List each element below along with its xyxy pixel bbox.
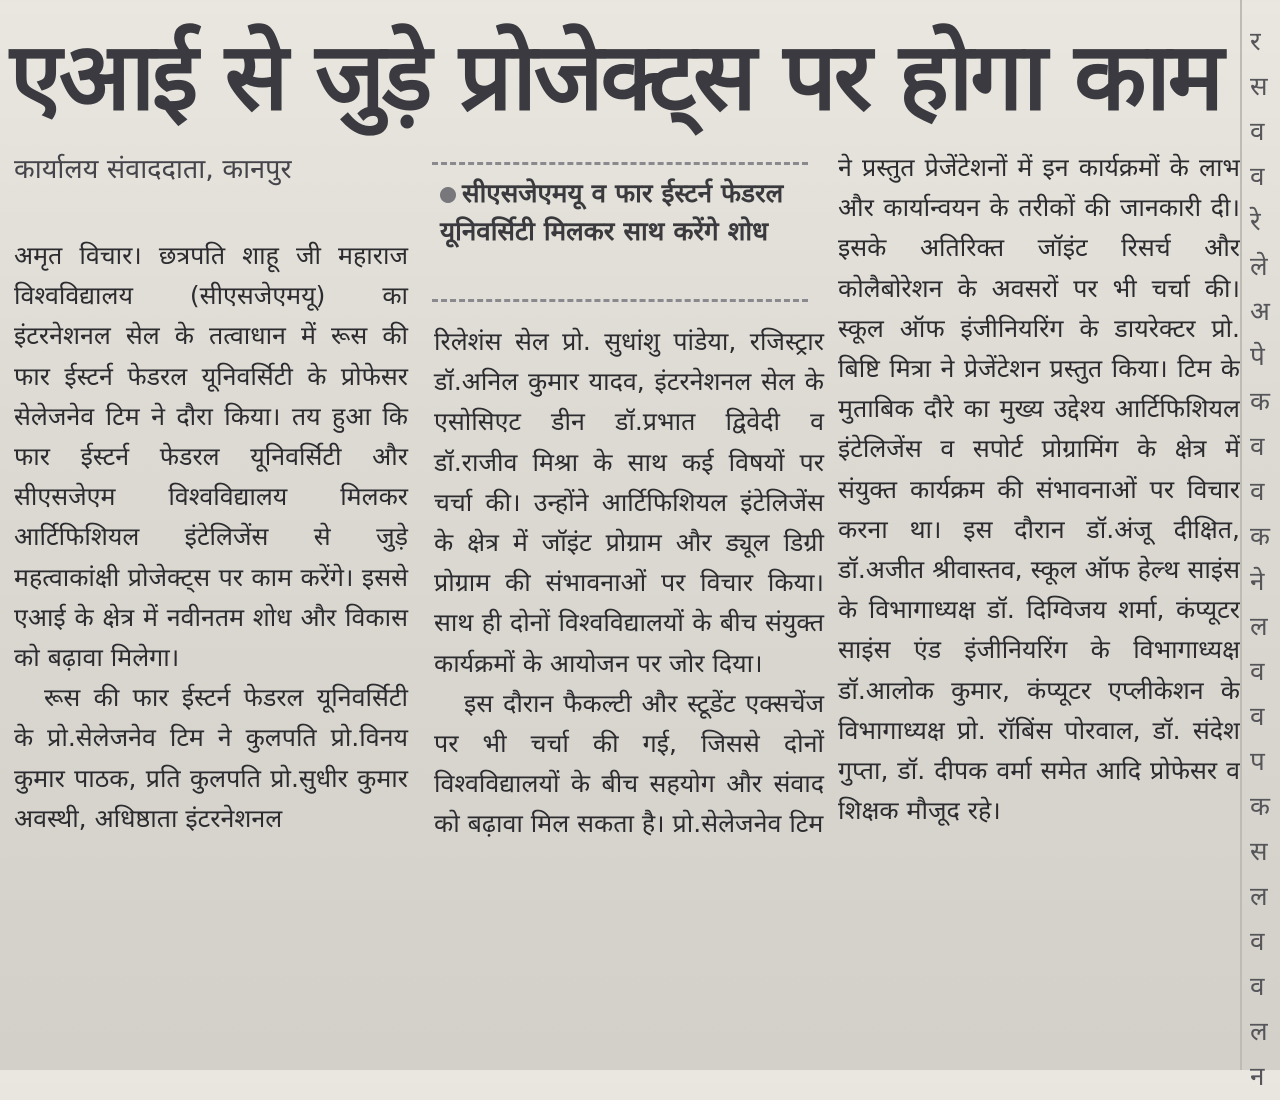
adjacent-article-edge: [1250, 20, 1280, 1092]
edge-char: व: [1250, 702, 1265, 732]
col2-paragraph-2: इस दौरान फैकल्टी और स्टूडेंट एक्सचेंज पर भी चर्चा की गई, जिससे दोनों विश्वविद्यालयों के बीच सहयोग और संवाद को बढ़ावा मिल सकता है। प्रो.सेलेजनेव टिम: [434, 688, 824, 839]
edge-char: व: [1250, 117, 1265, 147]
column-divider: [1240, 0, 1242, 1070]
edge-char: व: [1250, 657, 1265, 687]
article-column-2: [434, 322, 824, 845]
col3-paragraph-1: ने प्रस्तुत प्रेजेंटेशनों में इन कार्यक्रमों के लाभ और कार्यान्वयन के तरीकों की जानकारी दी। इसके अतिरिक्त जॉइंट रिसर्च और कोलैबोरेशन के अवसरों पर भी चर्चा की। स्कूल ऑफ इंजीनियरिंग के डायरेक्टर प्रो. बिष्टि मित्रा ने प्रेजेंटेशन प्रस्तुत किया। टिम के मुताबिक दौरे का मुख्य उद्देश्य आर्टिफिशियल इंटेलिजेंस व सपोर्ट प्रोग्रामिंग के क्षेत्र में संयुक्त कार्यक्रम की संभावनाओं पर विचार करना था। इस दौरान डॉ.अंजू दीक्षित, डॉ.अजीत श्रीवास्तव, स्कूल ऑफ हेल्थ साइंस के विभागाध्यक्ष डॉ. दिग्विजय शर्मा, कंप्यूटर साइंस एंड इंजीनियरिंग के विभागाध्यक्ष डॉ.आलोक कुमार, कंप्यूटर एप्लीकेशन के विभागाध्यक्ष प्रो. रॉबिंस पोरवाल, डॉ. संदेश गुप्ता, डॉ. दीपक वर्मा समेत आदि प्रोफेसर व शिक्षक मौजूद रहे।: [838, 153, 1240, 826]
edge-char: अ: [1250, 297, 1270, 327]
edge-char: ल: [1250, 882, 1268, 912]
edge-char: क: [1250, 387, 1270, 417]
edge-char: व: [1250, 477, 1265, 507]
edge-char: स: [1250, 72, 1268, 102]
edge-char: ल: [1250, 1017, 1268, 1047]
edge-char: न: [1250, 1062, 1265, 1092]
edge-char: र: [1250, 27, 1261, 57]
summary-text: सीएसजेएमयू व फार ईस्टर्न फेडरल यूनिवर्सिटी मिलकर साथ करेंगे शोध: [440, 179, 784, 247]
edge-char: स: [1250, 837, 1268, 867]
col1-paragraph-2: रूस की फार ईस्टर्न फेडरल यूनिवर्सिटी के प्रो.सेलेजनेव टिम ने कुलपति प्रो.विनय कुमार पाठक, प्रति कुलपति प्रो.सुधीर कुमार अवस्थी, अधिष्ठाता इंटरनेशनल: [14, 683, 408, 833]
article-column-1: [14, 236, 408, 839]
edge-char: ले: [1250, 252, 1268, 282]
col1-paragraph-1: अमृत विचार। छत्रपति शाहू जी महाराज विश्वविद्यालय (सीएसजेएमयू) का इंटरनेशनल सेल के तत्वाधान में रूस की फार ईस्टर्न फेडरल यूनिवर्सिटी के प्रोफेसर सेलेजनेव टिम ने दौरा किया। तय हुआ कि फार ईस्टर्न फेडरल यूनिवर्सिटी और सीएसजेएम विश्वविद्यालय मिलकर आर्टिफिशियल इंटेलिजेंस से जुड़े महत्वाकांक्षी प्रोजेक्ट्स पर काम करेंगे। इससे एआई के क्षेत्र में नवीनतम शोध और विकास को बढ़ावा मिलेगा।: [14, 241, 408, 673]
article-column-3: [838, 148, 1240, 831]
edge-char: ने: [1250, 567, 1265, 597]
bullet-icon: [440, 187, 456, 203]
edge-char: व: [1250, 972, 1265, 1002]
edge-char: क: [1250, 792, 1270, 822]
edge-char: ल: [1250, 612, 1268, 642]
byline: कार्यालय संवाददाता, कानपुर: [14, 154, 292, 185]
edge-char: क: [1250, 522, 1270, 552]
summary-box: [432, 162, 808, 302]
edge-char: व: [1250, 432, 1265, 462]
headline: एआई से जुड़े प्रोजेक्ट्स पर होगा काम: [10, 23, 1221, 132]
col2-paragraph-1: रिलेशंस सेल प्रो. सुधांशु पांडेया, रजिस्ट्रार डॉ.अनिल कुमार यादव, इंटरनेशनल सेल के एसोसिएट डीन डॉ.प्रभात द्विवेदी व डॉ.राजीव मिश्रा के साथ कई विषयों पर चर्चा की। उन्होंने आर्टिफिशियल इंटेलिजेंस के क्षेत्र में जॉइंट प्रोग्राम और ड्यूल डिग्री प्रोग्राम की संभावनाओं पर विचार किया। साथ ही दोनों विश्वविद्यालयों के बीच संयुक्त कार्यक्रमों के आयोजन पर जोर दिया।: [434, 327, 824, 678]
edge-char: व: [1250, 162, 1265, 192]
edge-char: व: [1250, 927, 1265, 957]
edge-char: पे: [1250, 342, 1265, 372]
edge-char: रे: [1250, 207, 1261, 237]
edge-char: प: [1250, 747, 1265, 777]
